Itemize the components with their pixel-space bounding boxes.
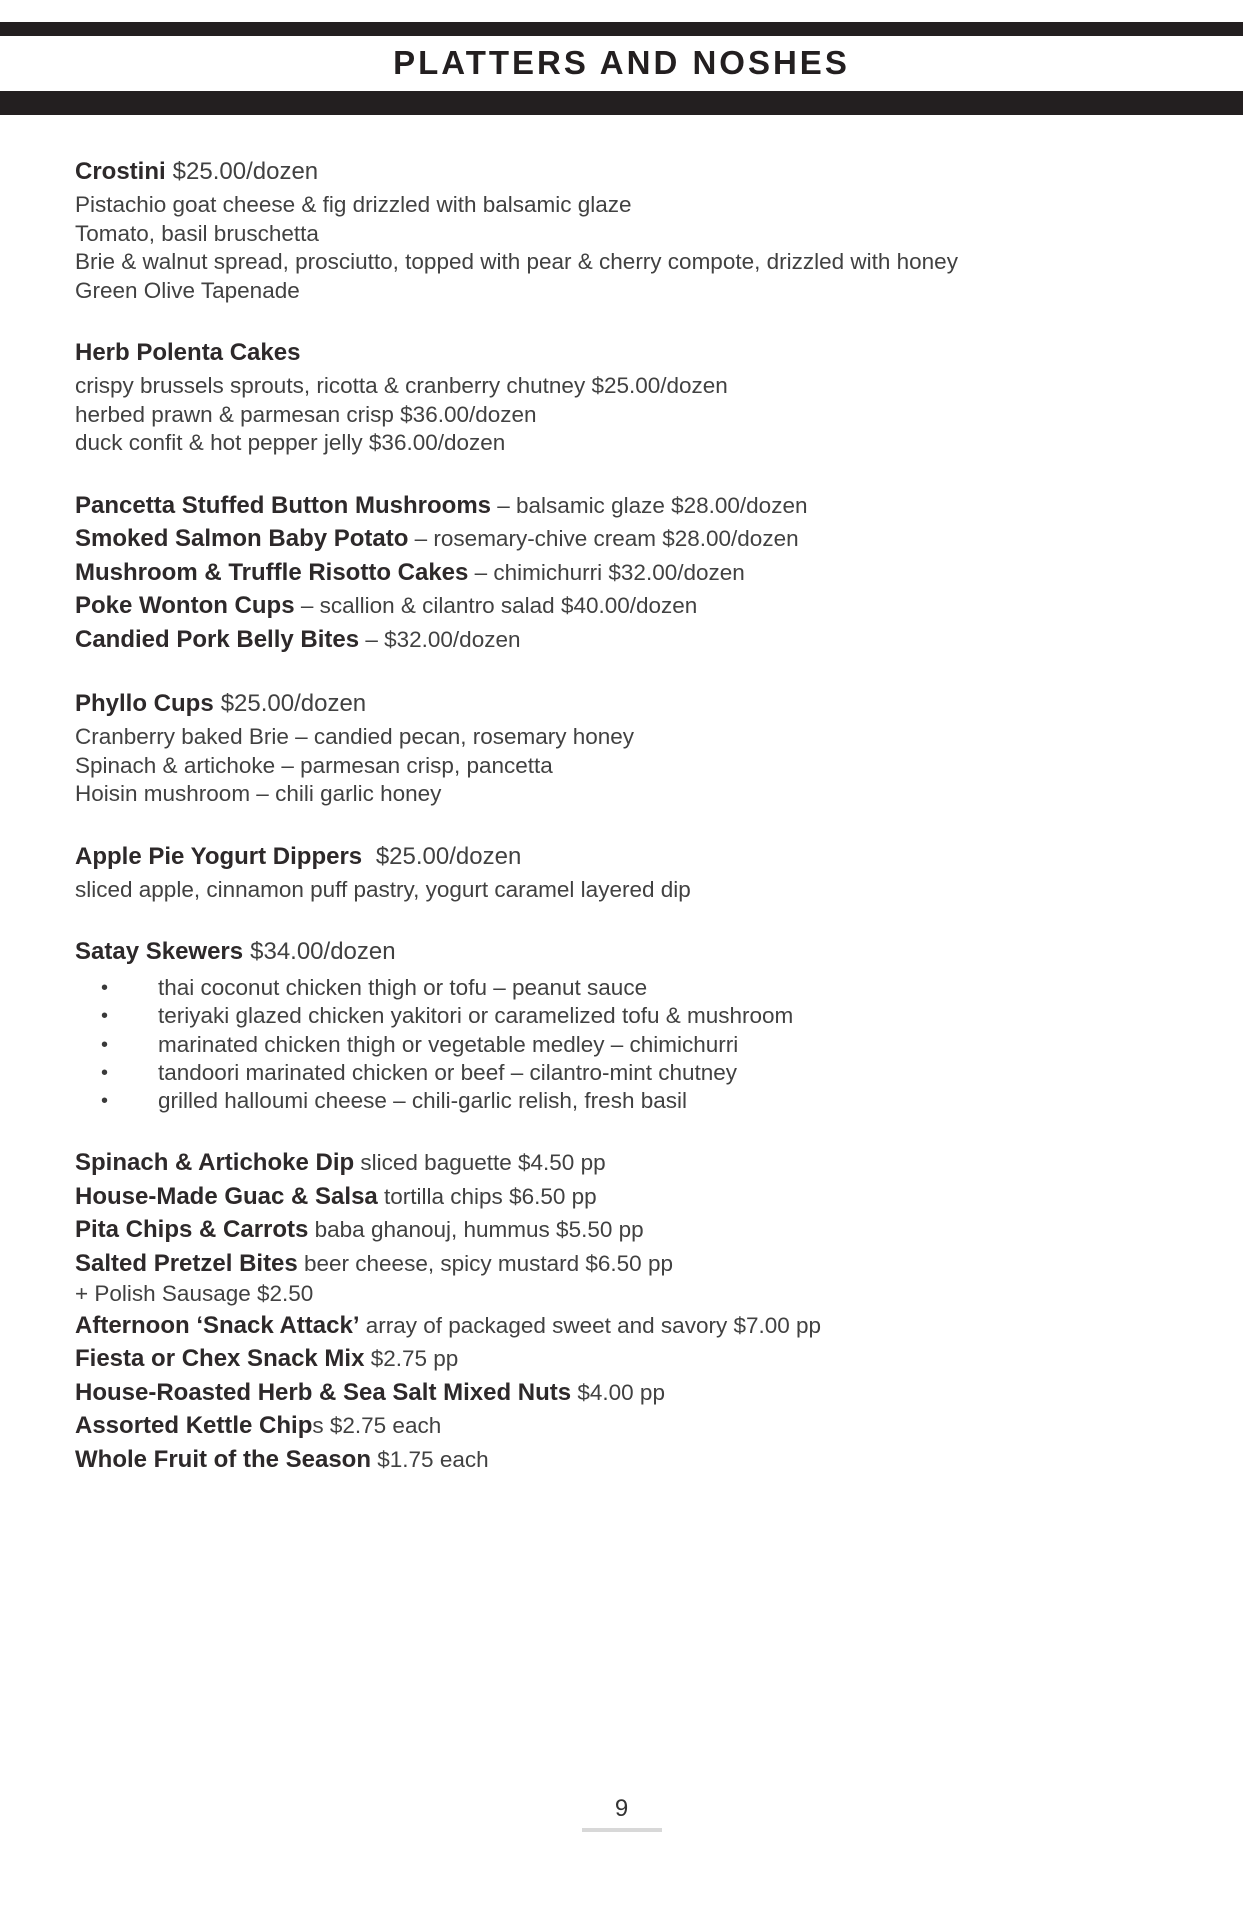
item-name: Whole Fruit of the Season [75,1445,372,1473]
item-detail: – scallion & cilantro salad $40.00/dozen [294,593,698,618]
menu-item [75,1180,1173,1214]
item-detail: tortilla chips $6.50 pp [377,1183,597,1209]
item-description: grilled halloumi cheese – chili-garlic relish, fresh basil [158,1088,687,1114]
item-name: Phyllo Cups [75,690,214,717]
menu-item [75,1376,1173,1410]
item-description: herbed prawn & parmesan crisp $36.00/dozen [75,401,537,427]
bullet-icon: • [101,1005,109,1028]
item-description: marinated chicken thigh or vegetable medley – chimichurri [158,1031,739,1057]
item-name: Candied Pork Belly Bites [75,625,360,653]
item-price: $25.00/dozen [220,690,367,717]
menu-item [75,1247,1173,1281]
item-description: Cranberry baked Brie – candied pecan, rosemary honey [75,724,635,749]
menu-section-hot-bites [75,489,1173,657]
item-name: Poke Wonton Cups [75,592,295,619]
item-name: Spinach & Artichoke Dip [75,1149,355,1177]
item-name: Crostini [75,158,166,185]
menu-section-apple-pie-dippers [75,840,1173,905]
menu-item [75,589,1173,623]
item-detail: $4.00 pp [571,1379,665,1405]
item-detail: – chimichurri $32.00/dozen [468,559,745,585]
list-item [75,1059,1173,1087]
item-description: tandoori marinated chicken or beef – cilantro-mint chutney [158,1059,738,1085]
bullet-icon: • [101,977,109,999]
item-name: House-Made Guac & Salsa [75,1182,378,1210]
page-header [0,22,1243,115]
bullet-icon: • [101,1033,109,1056]
section-heading [75,687,1173,721]
list-item [75,974,1173,1002]
item-detail: – $32.00/dozen [359,626,521,652]
item-detail: + Polish Sausage $2.50 [75,1281,314,1307]
item-detail: s $2.75 each [312,1413,442,1439]
list-item [75,1031,1173,1059]
top-rule [0,22,1243,36]
item-description: teriyaki glazed chicken yakitori or caramelized tofu & mushroom [158,1003,794,1029]
menu-section-crostini [75,155,1173,305]
bullet-icon: • [101,1061,109,1084]
section-heading [75,155,1173,189]
menu-section-satay-skewers [75,935,1173,1115]
menu-section-phyllo-cups [75,687,1173,809]
menu-item [75,522,1173,556]
item-description: Brie & walnut spread, prosciutto, topped with pear & cherry compote, drizzled with honey [75,249,958,274]
menu-section-snacks [75,1146,1173,1476]
item-description: crispy brussels sprouts, ricotta & cranberry chutney $25.00/dozen [75,373,728,398]
menu-item [75,556,1173,590]
item-name: Satay Skewers [75,938,244,965]
item-name: Fiesta or Chex Snack Mix [75,1345,365,1373]
page-number-rule [582,1828,662,1832]
item-detail: beer cheese, spicy mustard $6.50 pp [297,1250,673,1276]
item-name: Pancetta Stuffed Button Mushrooms [75,491,492,519]
item-detail: baba ghanouj, hummus $5.50 pp [308,1217,644,1243]
item-name: Afternoon ‘Snack Attack’ [75,1311,360,1339]
item-description: thai coconut chicken thigh or tofu – peanut sauce [158,975,648,1000]
item-price: $25.00/dozen [172,158,319,185]
item-detail: – balsamic glaze $28.00/dozen [491,492,808,518]
item-name: Pita Chips & Carrots [75,1216,309,1244]
section-heading [75,935,1173,969]
item-detail: sliced baguette $4.50 pp [354,1150,606,1176]
menu-item [75,623,1173,657]
menu-item [75,1146,1173,1180]
item-description: Hoisin mushroom – chili garlic honey [75,781,442,806]
section-heading [75,336,1173,370]
satay-options-list [75,974,1173,1115]
item-name: Salted Pretzel Bites [75,1249,298,1277]
item-detail: $1.75 each [371,1446,489,1472]
item-name: Mushroom & Truffle Risotto Cakes [75,558,469,586]
item-description: duck confit & hot pepper jelly $36.00/dozen [75,430,506,455]
page-number: 9 [614,1795,629,1822]
menu-item [75,1342,1173,1376]
menu-item [75,1409,1173,1443]
menu-item [75,1443,1173,1477]
page-title: PLATTERS AND NOSHES [393,44,850,81]
item-detail: – rosemary-chive cream $28.00/dozen [408,526,799,551]
item-price: $34.00/dozen [250,938,396,965]
menu-item [75,1309,1173,1343]
header-rule [0,91,1243,115]
item-description: Pistachio goat cheese & fig drizzled with balsamic glaze [75,192,632,217]
menu-item [75,1213,1173,1247]
item-detail: $2.75 pp [364,1346,459,1372]
section-heading [75,840,1173,874]
menu-section-herb-polenta-cakes [75,336,1173,458]
menu-content [0,115,1243,1476]
bullet-icon: • [101,1090,109,1113]
item-description: sliced apple, cinnamon puff pastry, yogurt caramel layered dip [75,876,691,902]
item-detail: array of packaged sweet and savory $7.00 pp [359,1312,822,1338]
item-name: Assorted Kettle Chip [75,1412,313,1440]
menu-item [75,489,1173,523]
item-name: House-Roasted Herb & Sea Salt Mixed Nuts [75,1378,572,1406]
item-name: Apple Pie Yogurt Dippers [75,842,363,870]
list-item [75,1002,1173,1030]
item-description: Green Olive Tapenade [75,277,300,303]
item-price: $25.00/dozen [369,842,522,870]
list-item [75,1087,1173,1115]
item-description: Tomato, basil bruschetta [75,220,319,246]
item-description: Spinach & artichoke – parmesan crisp, pancetta [75,752,553,778]
menu-item-addon [75,1280,1173,1309]
item-name: Smoked Salmon Baby Potato [75,525,409,552]
item-name: Herb Polenta Cakes [75,339,301,366]
